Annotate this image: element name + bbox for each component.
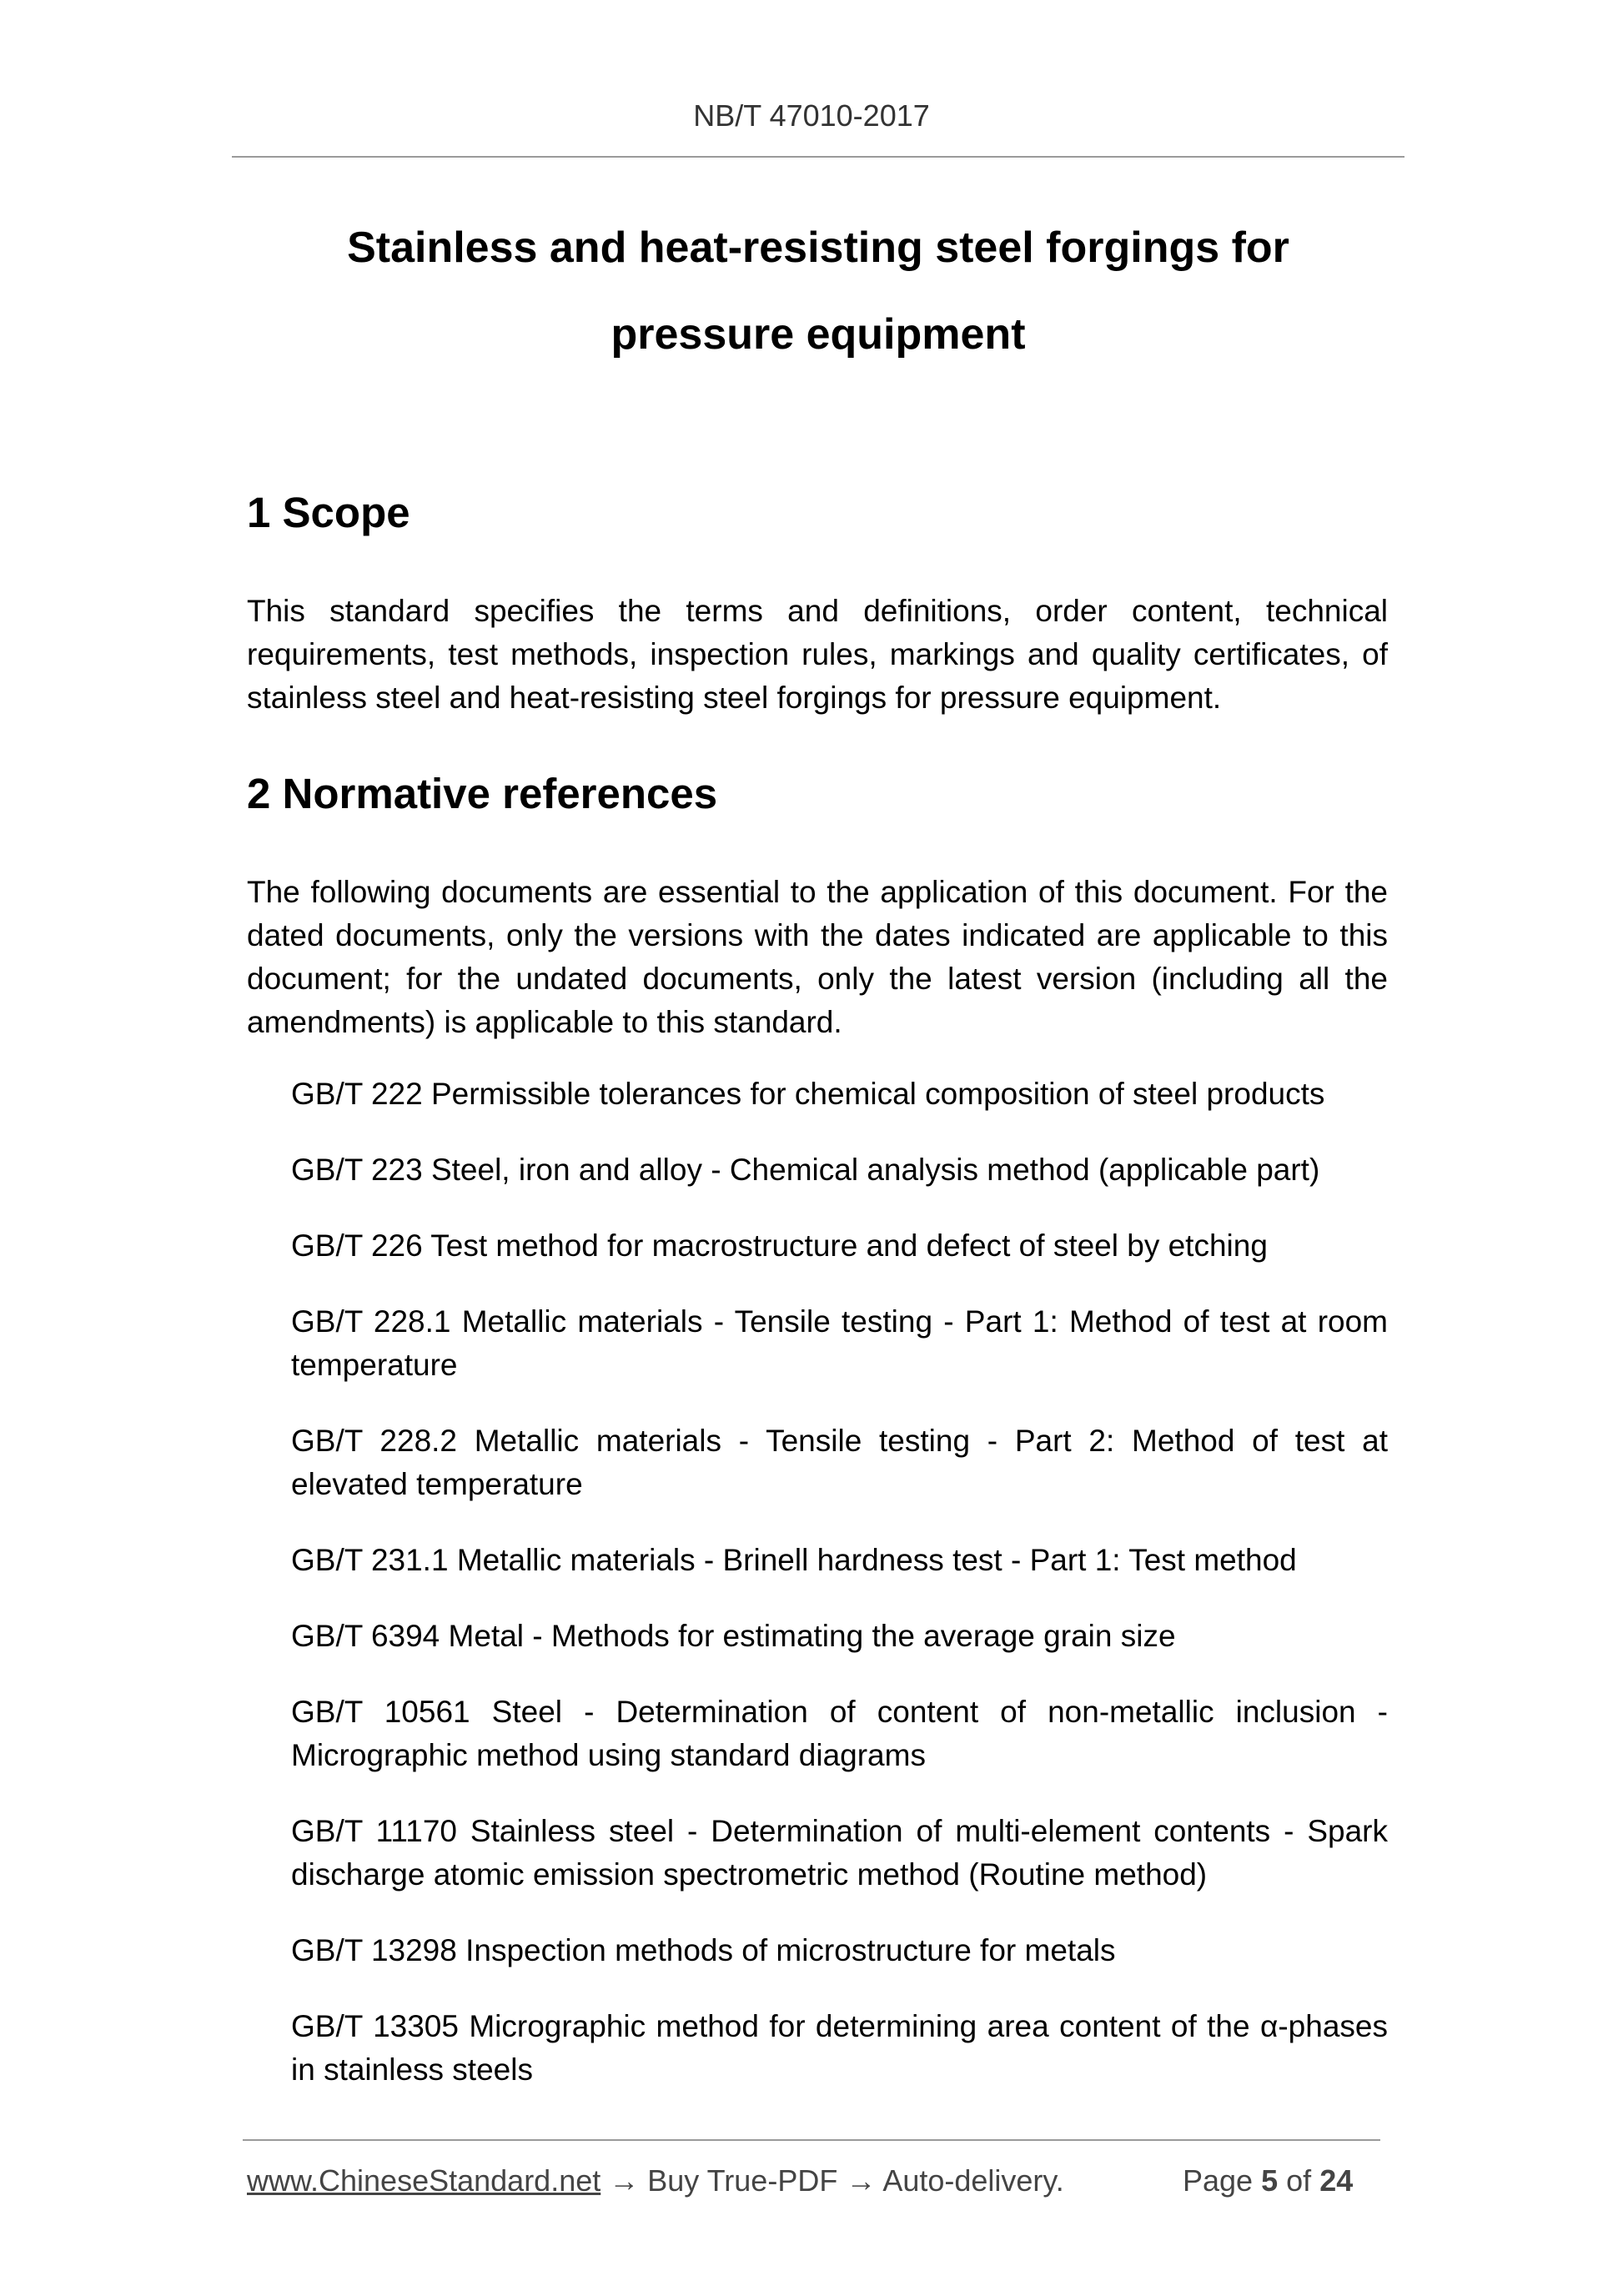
reference-item: GB/T 11170 Stainless steel - Determination of multi-element contents - Spark discharge atomic emission spectrometric method (Routine method) bbox=[291, 1814, 1388, 1892]
reference-item: GB/T 6394 Metal - Methods for estimating the average grain size bbox=[291, 1619, 1176, 1653]
reference-item: GB/T 228.2 Metallic materials - Tensile testing - Part 2: Method of test at elevated temperature bbox=[291, 1424, 1388, 1501]
reference-item: GB/T 228.1 Metallic materials - Tensile testing - Part 1: Method of test at room temperature bbox=[291, 1304, 1388, 1382]
document-title-line-2: pressure equipment bbox=[611, 310, 1026, 359]
normative-references-paragraph: The following documents are essential to the application of this document. For the dated documents, only the versions with the dates indicated are applicable to this document; for the undated documents, only the latest version (including all the amendments) is applicable to this standard. bbox=[247, 875, 1388, 1039]
current-page-number: 5 bbox=[1261, 2163, 1279, 2198]
website-link[interactable]: www.ChineseStandard.net bbox=[247, 2163, 601, 2198]
page-label: Page bbox=[1183, 2163, 1254, 2198]
reference-item: GB/T 222 Permissible tolerances for chemical composition of steel products bbox=[291, 1077, 1325, 1111]
reference-item: GB/T 13298 Inspection methods of microstructure for metals bbox=[291, 1933, 1116, 1967]
page-indicator bbox=[1183, 2163, 1353, 2198]
reference-item: GB/T 226 Test method for macrostructure and defect of steel by etching bbox=[291, 1228, 1268, 1263]
section-heading-scope: 1 Scope bbox=[247, 489, 410, 536]
page-of-label: of bbox=[1286, 2163, 1312, 2198]
footer-promo-text: → Buy True-PDF → Auto-delivery. bbox=[600, 2163, 1064, 2198]
header-divider bbox=[232, 156, 1404, 158]
footer-divider bbox=[243, 2139, 1380, 2141]
reference-item: GB/T 10561 Steel - Determination of content of non-metallic inclusion - Micrographic method using standard diagrams bbox=[291, 1695, 1388, 1772]
reference-item: GB/T 13305 Micrographic method for determining area content of the α-phases in stainless steels bbox=[291, 2009, 1388, 2087]
reference-list bbox=[291, 1073, 1388, 2124]
reference-item: GB/T 223 Steel, iron and alloy - Chemical analysis method (applicable part) bbox=[291, 1153, 1320, 1187]
reference-item: GB/T 231.1 Metallic materials - Brinell hardness test - Part 1: Test method bbox=[291, 1543, 1297, 1577]
header-standard-code: NB/T 47010-2017 bbox=[693, 98, 930, 133]
total-page-count: 24 bbox=[1319, 2163, 1354, 2198]
scope-paragraph: This standard specifies the terms and definitions, order content, technical requirements, test methods, inspection rules, markings and quality certificates, of stainless steel and heat-resisting steel forgings for pressure equipment. bbox=[247, 594, 1388, 715]
section-heading-normative-references: 2 Normative references bbox=[247, 770, 718, 817]
footer-promo bbox=[247, 2163, 1064, 2198]
document-title bbox=[232, 204, 1404, 378]
document-title-line-1: Stainless and heat-resisting steel forgings for bbox=[347, 224, 1289, 272]
